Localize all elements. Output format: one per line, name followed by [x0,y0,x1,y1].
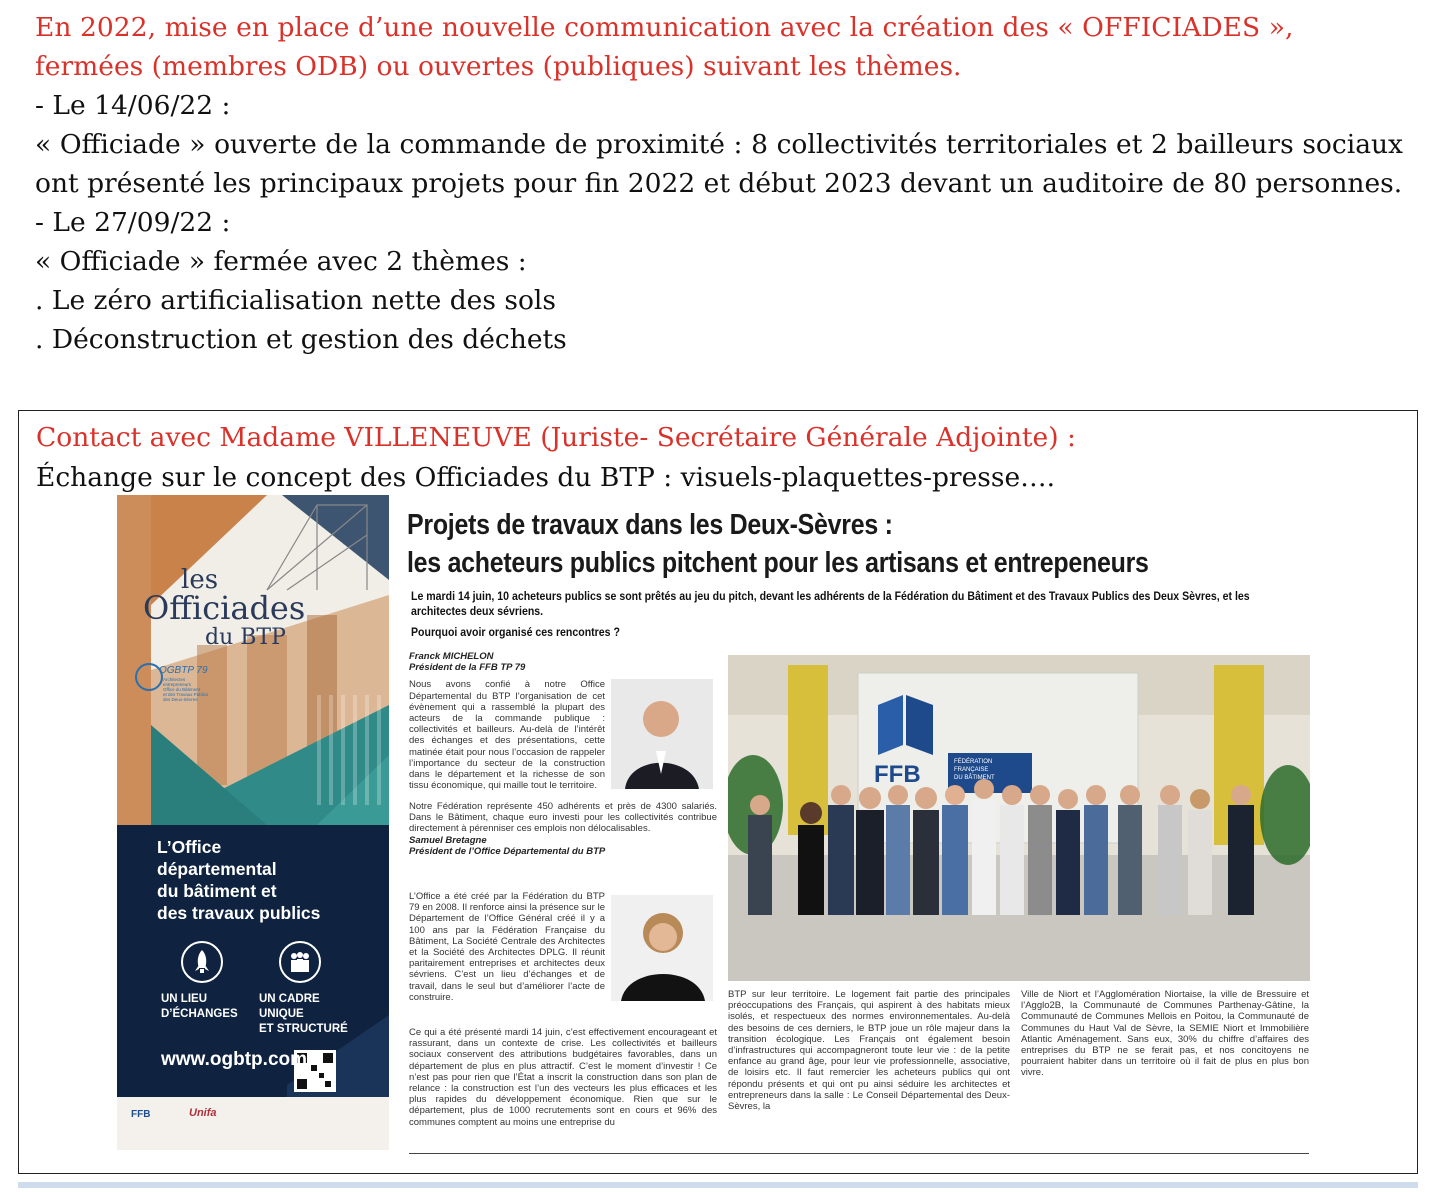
ffb-logo: FFB [131,1109,151,1120]
feature-1-line-2: D’ÉCHANGES [161,1008,238,1020]
intro-heading-line-1: En 2022, mise en place d’une nouvelle communication avec la création des « OFFICIADES », [35,12,1294,43]
banner-office-line-1: L’Office [157,837,222,857]
column-1-text-d: Ce qui a été présenté mardi 14 juin, c’est effectivement encourageant et rassurant, dans un contexte de crise. Les collectivités et bailleurs sociaux conservent des attributions budgétaires favorables, dans un département de plus en plus attractif. C’est le moment d’investir ! Ce n’est pas pour rien que l’État a inscrit la construction dans son plan de relance : la construction est l’un des vecteurs les plus efficaces et les plus rapides du développement économique. Rien que sur le département, plus de 1000 recrutements sont en cours et 96% des communes comptent au moins une entreprise du [409,1027,717,1128]
date-1: - Le 14/06/22 : [35,90,231,121]
article-lead: Le mardi 14 juin, 10 acheteurs publics se sont prêtés au jeu du pitch, devant les adhérents de la Fédération du Bâtiment et des Travaux Publics des Deux Sèvres, et les architectes deux sévriens. [411,589,1250,618]
intro-section [35,8,1403,359]
article-question: Pourquoi avoir organisé ces rencontres ? [411,625,620,639]
ogbtp-logo-line-2: entrepreneurs [163,682,192,687]
page-bottom-rule [18,1182,1418,1188]
byline-2-name: Samuel Bretagne [409,834,487,846]
feature-2-line-2: UNIQUE [259,1008,304,1020]
byline-1-role: Président de la FFB TP 79 [409,662,526,674]
unifa-logo: Unifa [189,1107,217,1119]
bottom-logos [117,1097,389,1150]
portrait-samuel-bretagne [611,895,713,1001]
article-column-1-wide [409,801,717,863]
article-headline-line-2: les acheteurs publics pitchent pour les artisans et entrepeneurs [407,547,1149,579]
group-photo-image [728,655,1310,981]
banner-office-line-4: des travaux publics [157,903,321,923]
banner-du-btp: du BTP [205,625,286,650]
photo-banner-line-1: FÉDÉRATION [954,759,993,765]
feature-2-line-3: ET STRUCTURÉ [259,1023,348,1035]
article-headline-line-1: Projets de travaux dans les Deux-Sèvres : [407,509,893,541]
theme-1: . Le zéro artificialisation nette des sols [35,285,556,316]
photo-banner-line-2: FRANÇAISE [954,767,989,773]
contact-box [18,410,1418,1174]
article-column-1-bottom [409,1027,717,1128]
intro-heading-line-2: fermées (membres ODB) ou ouvertes (publiques) suivant les thèmes. [35,51,962,82]
portrait-franck-michelon [611,679,713,789]
article-column-1 [409,651,605,791]
article-bottom-rule [409,1153,1309,1154]
ogbtp-logo-line-1: Architectes [163,677,186,682]
feature-1-line-1: UN LIEU [161,993,207,1005]
column-3-text: Ville de Niort et l’Agglomération Niortaise, la ville de Bressuire et l’Agglo2B, la Communauté de Communes Parthenay-Gâtine, la Communauté de Communes Mellois en Poitou, la Communauté de Communes du Haut Val de Sèvre, la SEMIE Niort et Immobilière Atlantic Aménagement. Sans eux, 30% du chiffre d’affaires des entreprises du BTP ne se ferait pas, et nos concitoyens ne pourraient habiter dans un territoire où il fait de plus en plus bon vivre. [1021,989,1309,1079]
group-photo [728,655,1310,981]
byline-1-name: Franck MICHELON [409,651,494,662]
article-column-1-lower [409,891,605,1003]
theme-2: . Déconstruction et gestion des déchets [35,324,567,355]
paragraph-open-officiade: « Officiade » ouverte de la commande de proximité : 8 collectivités territoriales et 2 bailleurs sociaux ont présenté les principaux projets pour fin 2022 et début 2023 devant un auditoire de 80 personnes. [35,129,1403,199]
ogbtp-logo-line-5: des Deux-Sèvres [163,697,198,702]
officiades-banner [117,495,389,1150]
ogbtp-logo-name: OGBTP 79 [159,665,208,676]
photo-banner-line-3: DU BÂTIMENT [954,775,995,781]
contact-subtitle: Échange sur le concept des Officiades du BTP : visuels-plaquettes-presse…. [36,462,1056,493]
article-column-2 [728,989,1010,1112]
contact-title: Contact avec Madame VILLENEUVE (Juriste- Secrétaire Générale Adjointe) : [36,422,1076,453]
banner-office-line-3: du bâtiment et [157,881,277,901]
ogbtp-logo-line-4: et des Travaux Publics [163,692,209,697]
closed-officiade-line: « Officiade » fermée avec 2 thèmes : [35,246,527,277]
photo-ffb-logo: FFB [874,761,921,788]
date-2: - Le 27/09/22 : [35,207,231,238]
banner-url: www.ogbtp.com [161,1049,308,1070]
banner-les: les [181,565,219,595]
banner-office-line-2: départemental [157,859,277,879]
article-column-3 [1021,989,1309,1079]
column-2-text: BTP sur leur territoire. Le logement fait partie des principales préoccupations des Français, qui aspirent à des habitats mieux isolés, et respectueux des normes environnementales. Au-delà des besoins de ces derniers, le BTP joue un rôle majeur dans la transition écologique. Les Français ont également besoin d’infrastructures qui accompagneront toute leur vie : de la petite enfance au grand âge, pour leur vie professionnelle, associative, de loisirs etc. Il faut remercier les acheteurs publics qui ont répondu présents et qui ont pu ainsi séduire les architectes et entrepreneurs dans la salle : Le Conseil Départemental des Deux-Sèvres, la [728,989,1010,1113]
column-1-text-a: Nous avons confié à notre Office Départemental du BTP l’organisation de cet évènement qui a rassemblé la plupart des acteurs de la commande publique : collectivités et bailleurs. Au-delà de l’intérêt des échanges et des présentations, cette matinée était pour nous l’occasion de rappeler l’importance du secteur de la construction dans le département et la richesse de son tissu économique, qui maille tout le territoire. [409,679,605,792]
press-article [401,503,1309,1163]
ogbtp-logo [135,663,225,713]
feature-2-line-1: UN CADRE [259,993,320,1005]
banner-officiades: Officiades [143,589,306,627]
byline-2-role: Président de l’Office Départemental du BTP [409,845,606,857]
rocket-icon [181,941,223,983]
column-1-text-c: L’Office a été créé par la Fédération du BTP 79 en 2008. Il renforce ainsi la présence sur le Département de l’Office Général créé il y a 100 ans par la Fédération Française du Bâtiment, La Société Centrale des Architectes et la Société des Architectes DPLG. Il réunit paritairement entreprises et architectes deux sévriens. C’est un lieu d’échanges et de travail, dans le seul but d’améliorer l’acte de construire. [409,891,605,1003]
people-icon [279,941,321,983]
ogbtp-logo-line-3: Office du Bâtiment [163,687,200,692]
column-1-text-b: Notre Fédération représente 450 adhérents et près de 4300 salariés. Dans le Bâtiment, chaque euro investi pour les collectivités contribue directement à pérenniser ces emplois non délocalisables. [409,801,717,835]
